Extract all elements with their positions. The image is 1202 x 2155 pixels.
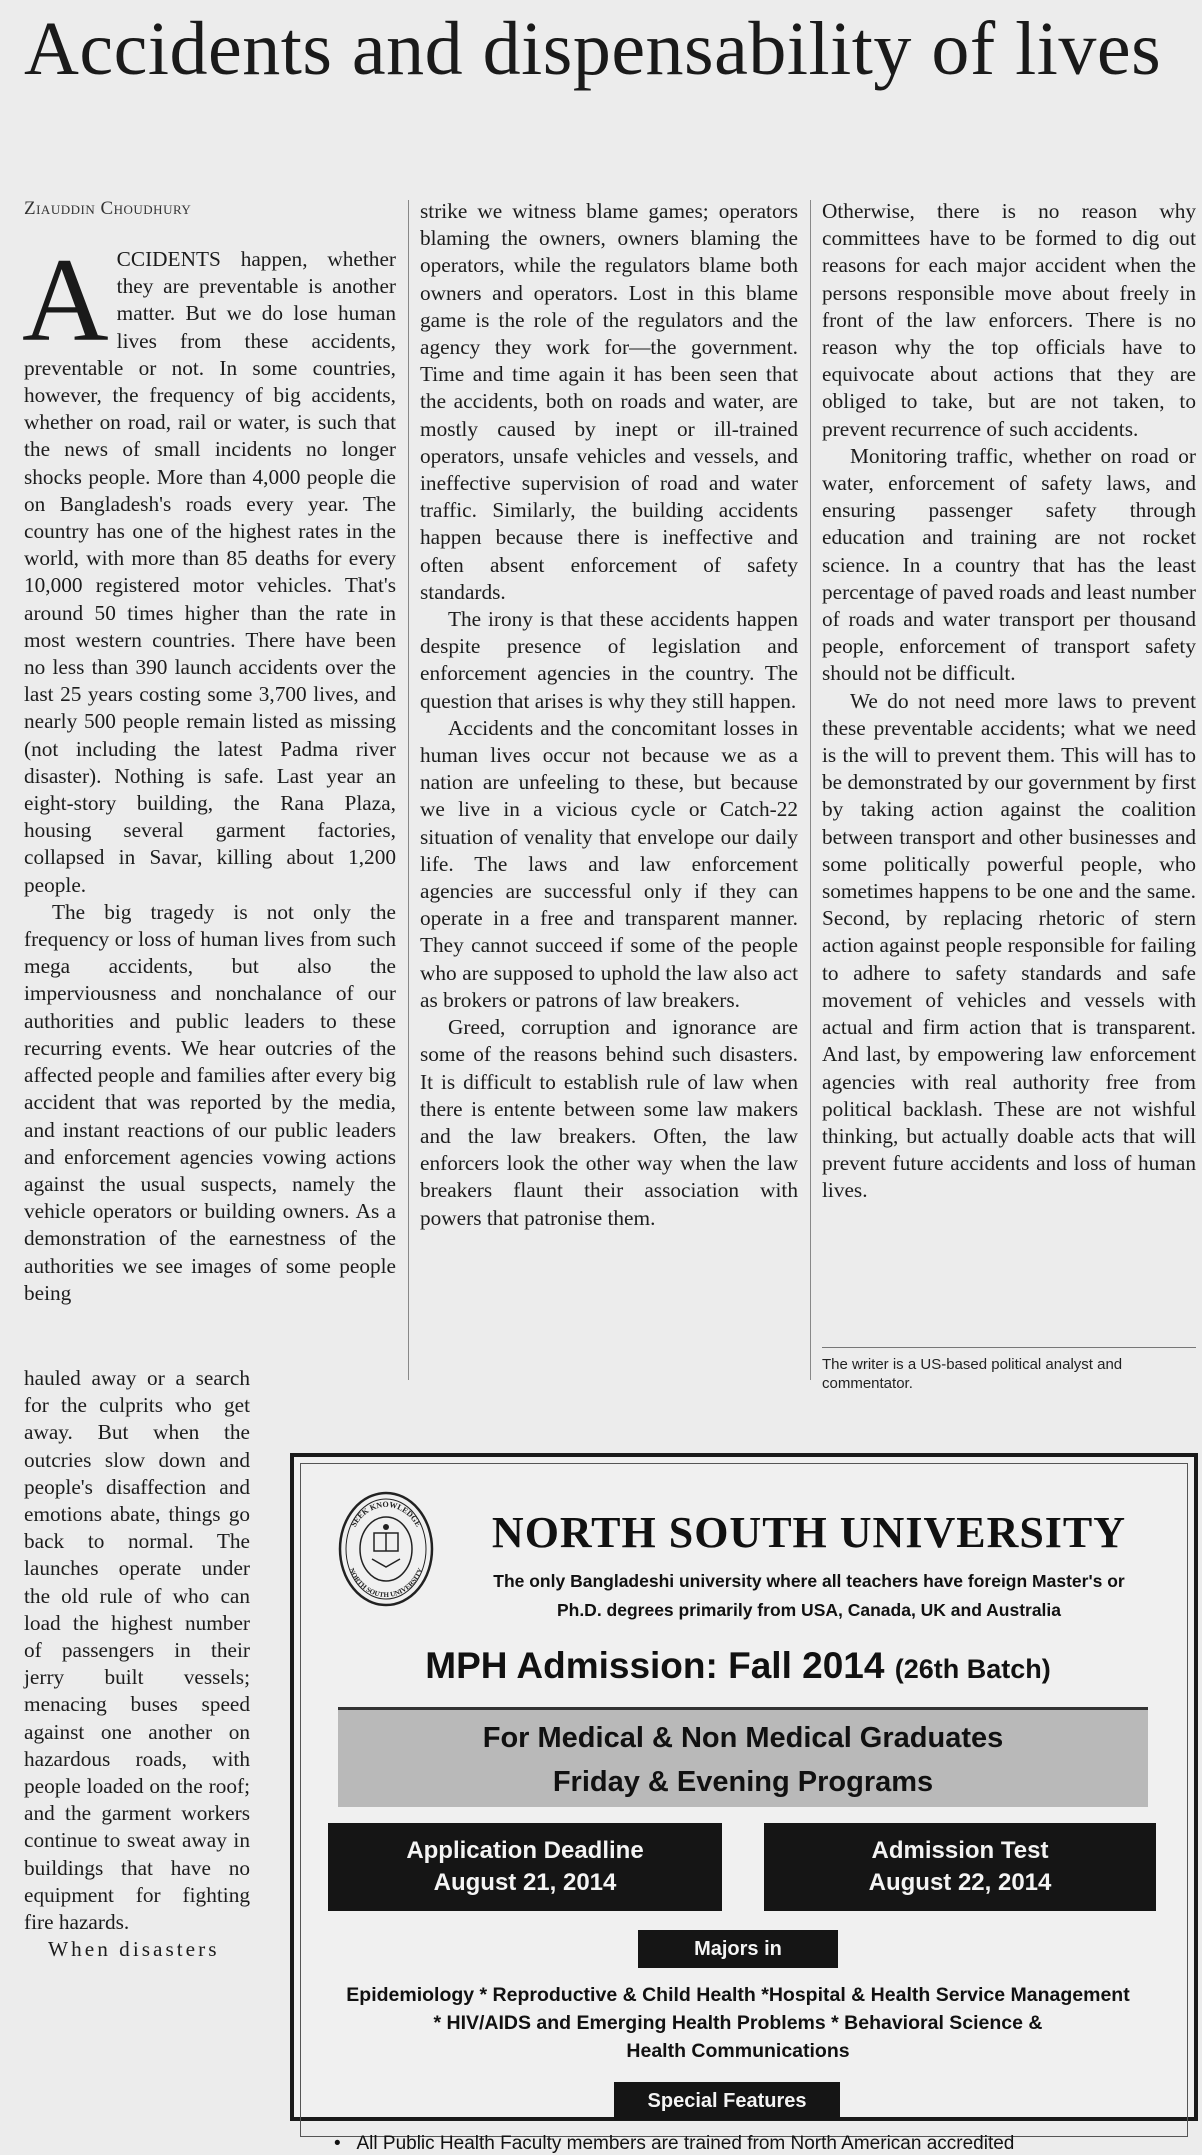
admission-heading — [294, 1645, 1182, 1687]
article-paragraph-tail: When disasters — [48, 1937, 220, 1962]
majors-list — [294, 1981, 1182, 2065]
test-date: August 22, 2014 — [868, 1869, 1052, 1896]
article-paragraph: strike we witness blame games; operators blaming the owners, owners blaming the operators, while the regulators blame both owners and operators. Lost in this blame game is the role of the regulators and the agency they work for—the government. Time and time again it has been seen that the accidents, both on roads and water, are mostly caused by inept or ill-trained operators, unsafe vehicles and vessels, and ineffective supervision of road and water traffic. Similarly, the building accidents happen because there is ineffective and often absent enforcement of safety standards. — [420, 199, 798, 604]
admission-batch: (26th Batch) — [894, 1654, 1051, 1684]
banner-line-2: Friday & Evening Programs — [552, 1766, 934, 1798]
application-deadline-box — [328, 1823, 722, 1911]
writer-note-rule — [822, 1347, 1196, 1348]
article-column-1-continued — [24, 1365, 250, 1963]
majors-label: Majors in — [638, 1930, 838, 1968]
article-paragraph: Greed, corruption and ignorance are some of the reasons behind such disasters. It is difficult to establish rule of law when there is entente between some law makers and the law breakers. Often, the law enforcers look the other way when the law breakers flaunt their association with powers that patronise them. — [420, 1015, 798, 1230]
article-paragraph: We do not need more laws to prevent these preventable accidents; what we need is the will to prevent them. This will has to be demonstrated by our government by first by taking action against the coalition between transport and other businesses and some politically powerful people, who sometimes happens to be one and the same. Second, by replacing rhetoric of stern action against people responsible for failing to adhere to safety standards and safe movement of vehicles and vessels with actual and firm action that is transparent. And last, by empowering law enforcement agencies with real authority free from political backlash. These are not wishful thinking, but actually doable acts that will prevent future accidents and loss of human lives. — [822, 688, 1196, 1203]
programs-banner — [338, 1707, 1148, 1807]
deadline-label: Application Deadline — [406, 1837, 644, 1864]
article-paragraph: Otherwise, there is no reason why committees have to be formed to dig out reasons for each major accident when the persons responsible move about freely in front of the law enforcers. There is no reason why the top officials have to equivocate about actions that they are obliged to take, but are not taken, to prevent recurrence of such accidents. — [822, 199, 1196, 441]
column-rule-2 — [810, 200, 811, 1380]
special-features-label: Special Features — [614, 2082, 840, 2120]
article-paragraph: Accidents and the concomitant losses in human lives occur not because we as a nation are unfeeling to these, but because we live in a vicious cycle or Catch-22 situation of venality that envelope our daily life. The laws and law enforcement agencies are successful only if they can operate in a free and transparent manner. They cannot succeed if some of the people who are supposed to uphold the law also act as brokers or patrons of law breakers. — [420, 715, 798, 1012]
column-rule-1 — [408, 200, 409, 1380]
article-paragraph: Monitoring traffic, whether on road or water, enforcement of safety laws, and ensuring passenger safety through education and training are not rocket science. In a country that has the least percentage of paved roads and least number of roads and water transport per thousand people, enforcement of transport safety should not be difficult. — [822, 443, 1196, 686]
university-tagline — [444, 1567, 1174, 1625]
admission-title: MPH Admission: Fall 2014 — [425, 1645, 885, 1686]
article-byline: Ziauddin Choudhury — [24, 198, 192, 219]
majors-line-3: Health Communications — [626, 2040, 850, 2062]
banner-line-1: For Medical & Non Medical Graduates — [482, 1722, 1004, 1754]
tagline-line-2: Ph.D. degrees primarily from USA, Canada, UK and Australia — [556, 1600, 1062, 1620]
deadline-date: August 21, 2014 — [433, 1869, 617, 1896]
drop-cap: A — [22, 233, 109, 366]
seal-text-bottom: NORTH SOUTH UNIVERSITY — [347, 1566, 425, 1600]
article-column-1 — [24, 206, 396, 1307]
article-headline: Accidents and dispensability of lives — [24, 7, 1162, 91]
article-column-2 — [420, 198, 798, 1232]
special-feature-item — [334, 2133, 1194, 2155]
article-paragraph: The big tragedy is not only the frequency or loss of human lives from such mega accidents, but also the imperviousness and nonchalance of our authorities and public leaders to these recurring events. We hear outcries of the affected people and families after every big accident that was reported by the media, and instant reactions of our public leaders and enforcement agencies vowing actions against the usual suspects, namely the vehicle operators or building owners. As a demonstration of the earnestness of the authorities we see images of some people being — [24, 899, 396, 1305]
article-column-3 — [822, 198, 1196, 1205]
admission-test-box — [764, 1823, 1156, 1911]
majors-line-1: Epidemiology * Reproductive & Child Health *Hospital & Health Service Management — [346, 1984, 1130, 2006]
test-label: Admission Test — [871, 1837, 1049, 1864]
seal-text-top: SEEK KNOWLEDGE — [349, 1499, 423, 1529]
university-seal-icon — [336, 1489, 436, 1609]
article-paragraph: hauled away or a search for the culprits who get away. But when the outcries slow down and people's disaffection and emotions abate, things go back to normal. The launches operate under the old rule of who can load the highest number of passengers in their jerry built vessels; menacing buses speed against one another on hazardous roads, with people loaded on the roof; and the garment workers continue to sweat away in buildings that have no equipment for fighting fire hazards. — [24, 1366, 250, 1935]
bullet-icon: • — [334, 2133, 357, 2154]
article-paragraph — [22, 233, 396, 899]
university-name: NORTH SOUTH UNIVERSITY — [491, 1508, 1127, 1557]
majors-line-2: * HIV/AIDS and Emerging Health Problems * Behavioral Science & — [433, 2012, 1043, 2034]
university-advertisement — [290, 1453, 1198, 2154]
special-feature-text: All Public Health Faculty members are trained from North American accredited — [356, 2133, 1015, 2154]
paragraph-text: CCIDENTS happen, whether they are preventable is another matter. But we do lose human lives from these accidents, preventable or not. In some countries, however, the frequency of big accidents, whether on road, rail or water, is such that the news of small incidents no longer shocks people. More than 4,000 people die on Bangladesh's roads every year. The country has one of the highest rates in the world, with more than 85 deaths for every 10,000 registered motor vehicles. That's around 50 times higher than the rate in most western countries. There have been no less than 390 launch accidents over the last 25 years costing some 3,700 lives, and nearly 500 people remain listed as missing (not including the latest Padma river disaster). Nothing is safe. Last year an eight-story building, the Rana Plaza, housing several garment factories, collapsed in Savar, killing about 1,200 people. — [24, 247, 396, 897]
article-paragraph: The irony is that these accidents happen despite presence of legislation and enforcement agencies in the country. The question that arises is why they still happen. — [420, 607, 798, 713]
tagline-line-1: The only Bangladeshi university where all teachers have foreign Master's or — [493, 1571, 1125, 1591]
writer-note: The writer is a US-based political analyst and commentator. — [822, 1356, 1123, 1392]
